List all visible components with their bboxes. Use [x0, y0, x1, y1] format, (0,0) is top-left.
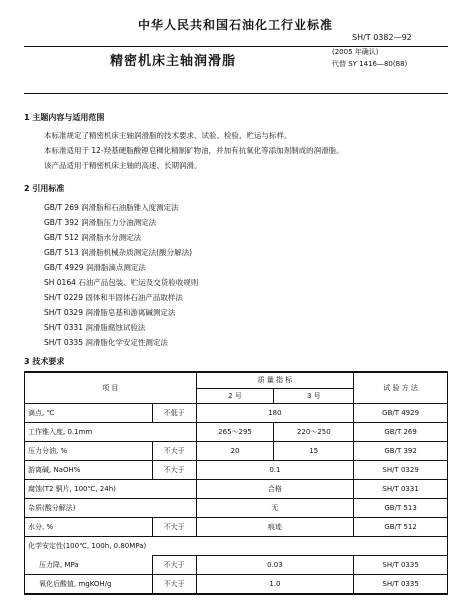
reference-item: SH/T 0331 润滑脂腐蚀试验法: [44, 323, 146, 332]
cell-method: GB/T 512: [354, 518, 448, 537]
reference-item: SH/T 0229 固体和半固体石油产品取样法: [44, 293, 183, 302]
table-row: [25, 461, 448, 480]
table-row: [25, 442, 448, 461]
table-row: [25, 556, 448, 575]
section3-heading: 3 技术要求: [24, 357, 65, 366]
reference-item: SH/T 0335 润滑脂化学安定性测定法: [44, 338, 168, 347]
technical-requirements-table: [24, 371, 448, 595]
table-row: [25, 537, 448, 556]
table-row: [25, 404, 448, 423]
cell-condition: 不大于: [152, 556, 196, 575]
table-row: [25, 518, 448, 537]
cell-condition: 不大于: [152, 461, 196, 480]
cell-item: 杂质(酸分解法): [25, 499, 197, 518]
cell-value-grade2: 20: [196, 442, 274, 461]
standard-header-title: 中华人民共和国石油化工行业标准: [137, 18, 333, 32]
section1-para-2: 本标准适用于 12-羟基硬脂酸锂皂稠化精制矿物油，并加有抗氧化等添加剂制成的润滑脂。: [44, 146, 344, 155]
cell-method: GB/T 513: [354, 499, 448, 518]
cell-condition: 不大于: [152, 575, 196, 595]
reference-item: GB/T 4929 润滑脂滴点测定法: [44, 263, 146, 272]
cell-method: SH/T 0335: [354, 575, 448, 595]
document-title: 精密机床主轴润滑脂: [110, 54, 237, 69]
cell-value: 180: [196, 404, 354, 423]
replaces-note: 代替 SY 1416—80(88): [332, 60, 408, 68]
table-row: [25, 499, 448, 518]
reference-item: SH 0164 石油产品包装、贮运及交货验收规则: [44, 278, 199, 287]
reference-item: GB/T 269 润滑脂和石油脂锥入度测定法: [44, 203, 179, 212]
cell-value: 无: [196, 499, 354, 518]
section1-para-1: 本标准规定了精密机床主轴润滑脂的技术要求、试验、检验、贮运与标样。: [44, 131, 292, 140]
cell-method: GB/T 4929: [354, 404, 448, 423]
header-quality: 质 量 指 标: [196, 372, 354, 388]
reference-item: GB/T 513 润滑脂机械杂质测定法(酸分解法): [44, 248, 192, 257]
cell-value: 0.03: [196, 556, 354, 575]
header-rule: [24, 46, 448, 47]
header-item: 项 目: [25, 372, 197, 404]
cell-value-grade3: 15: [274, 442, 354, 461]
section2-heading: 2 引用标准: [24, 184, 65, 193]
cell-method: GB/T 269: [354, 423, 448, 442]
section1-para-3: 该产品适用于精密机床主轴的高速、长期润滑。: [44, 161, 202, 170]
header-grade-2: 2 号: [196, 388, 274, 403]
standard-code: SH/T 0382—92: [352, 33, 412, 42]
cell-item: 游离碱, NaOH%: [25, 461, 153, 480]
cell-value: 痕迹: [196, 518, 354, 537]
cell-value: 1.0: [196, 575, 354, 595]
cell-condition: 不大于: [152, 442, 196, 461]
cell-item: 化学安定性(100℃, 100h, 0.80MPa): [25, 537, 448, 556]
cell-item: 氧化后酸值, mgKOH/g: [25, 575, 153, 595]
cell-value-grade3: 220～250: [274, 423, 354, 442]
table-row: [25, 480, 448, 499]
cell-value: 合格: [196, 480, 354, 499]
cell-item: 压力分油, %: [25, 442, 153, 461]
cell-method: SH/T 0329: [354, 461, 448, 480]
title-rule: [24, 93, 448, 94]
cell-value: 0.1: [196, 461, 354, 480]
cell-condition: 不大于: [152, 518, 196, 537]
cell-item: 腐蚀(T2 铜片, 100℃, 24h): [25, 480, 197, 499]
cell-item: 工作锥入度, 0.1mm: [25, 423, 197, 442]
reference-item: SH/T 0329 润滑脂皂基和游离碱测定法: [44, 308, 176, 317]
cell-item: 滴点, ℃: [25, 404, 153, 423]
reference-item: GB/T 392 润滑脂压力分油测定法: [44, 218, 157, 227]
cell-method: SH/T 0335: [354, 556, 448, 575]
cell-method: GB/T 392: [354, 442, 448, 461]
table-header-row: [25, 372, 448, 388]
cell-item: 压力降, MPa: [25, 556, 153, 575]
cell-value-grade2: 265～295: [196, 423, 274, 442]
table-row: [25, 575, 448, 595]
header-method: 试 验 方 法: [354, 372, 448, 404]
section1-heading: 1 主题内容与适用范围: [24, 113, 105, 122]
cell-condition: 不低于: [152, 404, 196, 423]
table-row: [25, 423, 448, 442]
reference-item: GB/T 512 润滑脂水分测定法: [44, 233, 142, 242]
cell-item: 水分, %: [25, 518, 153, 537]
header-grade-3: 3 号: [274, 388, 354, 403]
confirmation-note: (2005 年确认): [332, 48, 379, 56]
cell-method: SH/T 0331: [354, 480, 448, 499]
